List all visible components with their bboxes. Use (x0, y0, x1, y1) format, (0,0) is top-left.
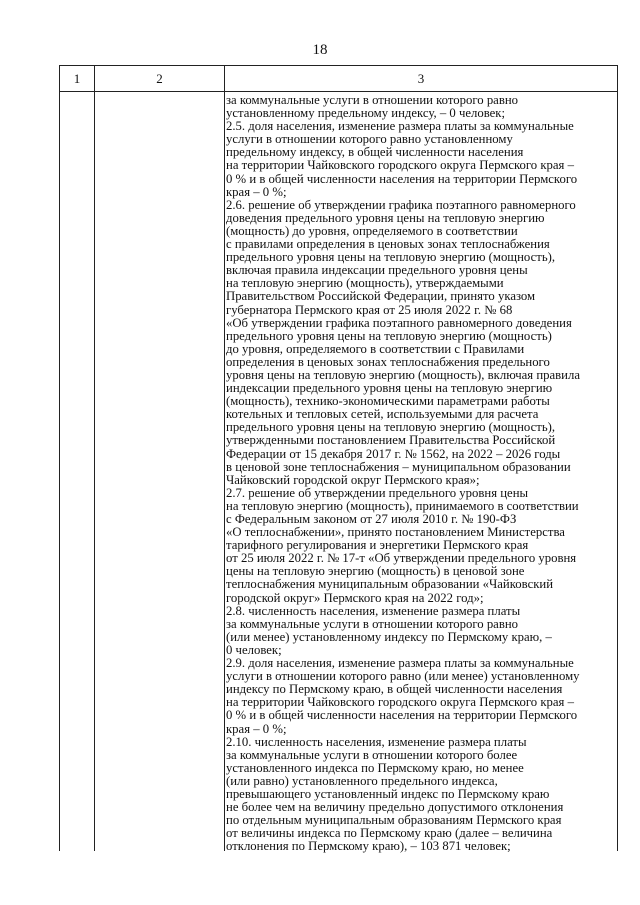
text-line: уровня цены на тепловую энергию (мощность), включая правила (226, 367, 580, 382)
text-line: (мощность), технико-экономическими параметрами работы (226, 394, 550, 409)
text-line: с правилами определения в ценовых зонах теплоснабжения (226, 237, 550, 252)
text-line: доведения предельного уровня цены на тепловую энергию (226, 210, 545, 225)
text-line: края – 0 %; (226, 184, 287, 199)
text-line: с Федеральным законом от 27 июля 2010 г. № 190-ФЗ (226, 512, 517, 526)
text-line: установленного индекса по Пермскому краю, но менее (226, 760, 524, 775)
header-divider (60, 91, 617, 92)
text-line: индексации предельного уровня цены на тепловую энергию (226, 381, 553, 396)
text-line: от 25 июля 2022 г. № 17-т «Об утверждении предельного уровня (226, 551, 577, 566)
text-line: на тепловую энергию (мощность), принимаемого в соответствии (226, 498, 579, 513)
column-3-text (226, 94, 614, 853)
text-line: включая правила индексации предельного уровня цены (226, 263, 528, 278)
text-line: отклонения по Пермскому краю), – 103 871 человек; (226, 839, 511, 854)
text-line: предельного уровня цены на тепловую энергию (мощность) (226, 328, 552, 343)
text-line: теплоснабжения муниципальным образовании «Чайковский (226, 577, 554, 592)
text-line: по отдельным муниципальным образованиям Пермского края (226, 813, 562, 828)
text-line: котельных и тепловых сетей, используемыми для расчета (226, 407, 539, 422)
text-line: установленному предельному индексу, – 0 человек; (226, 106, 506, 121)
text-line: услуги в отношении которого равно установленному (226, 132, 513, 147)
text-line: 2.6. решение об утверждении графика поэтапного равномерного (226, 197, 576, 212)
column-divider (224, 66, 225, 851)
text-line: утвержденными постановлением Правительства Российской (226, 433, 556, 448)
text-line: услуги в отношении которого равно (или менее) установленному (226, 669, 580, 684)
text-line: предельного уровня цены на тепловую энергию (мощность), (226, 250, 556, 265)
table (59, 65, 618, 854)
text-line: цены на тепловую энергию (мощность) в ценовой зоне (226, 564, 525, 579)
text-line: 0 человек; (226, 642, 282, 657)
text-line: (или равно) установленного предельного индекса, (226, 773, 498, 788)
text-line: предельного уровня цены на тепловую энергию (мощность), (226, 420, 556, 435)
text-line: в ценовой зоне теплоснабжения – муниципальном образовании (226, 459, 571, 474)
page-number: 18 (312, 42, 328, 58)
text-line: за коммунальные услуги в отношении которого равно (226, 616, 519, 631)
text-line: не более чем на величину предельно допустимого отклонения (226, 800, 564, 815)
column-header-1: 1 (73, 71, 81, 86)
text-line: Чайковский городской округ Пермского края»; (226, 472, 480, 487)
text-line: Федерации от 15 декабря 2017 г. № 1562, на 2022 – 2026 годы (226, 446, 561, 461)
text-line: предельному индексу, в общей численности населения (226, 145, 524, 160)
column-divider (94, 66, 95, 851)
text-line: индексу по Пермскому краю, в общей численности населения (226, 682, 563, 697)
text-line: 0 % и в общей численности населения на территории Пермского (226, 708, 578, 723)
column-header-3: 3 (417, 71, 425, 86)
text-line: определения в ценовых зонах теплоснабжения предельного (226, 354, 550, 369)
text-line: на территории Чайковского городского округа Пермского края – (226, 158, 574, 173)
text-line: губернатора Пермского края от 25 июля 2022 г. № 68 (226, 302, 513, 317)
text-line: превышающего установленный индекс по Пермскому краю (226, 786, 550, 801)
text-line: 2.10. численность населения, изменение размера платы (226, 734, 527, 749)
text-line: на территории Чайковского городского округа Пермского края – (226, 695, 574, 710)
text-line: от величины индекса по Пермскому краю (далее – величина (226, 826, 553, 841)
text-line: (мощность) до уровня, определяемого в соответствии (226, 223, 518, 238)
text-line: 2.7. решение об утверждении предельного уровня цены (226, 485, 529, 500)
text-line: до уровня, определяемого в соответствии с Правилами (226, 341, 525, 356)
text-line: 2.9. доля населения, изменение размера платы за коммунальные (226, 656, 574, 671)
text-line: на тепловую энергию (мощность), утверждаемыми (226, 276, 504, 291)
text-line: 2.5. доля населения, изменение размера платы за коммунальные (226, 119, 574, 134)
text-line: городской округ» Пермского края на 2022 год»; (226, 590, 484, 605)
text-line: «О теплоснабжении», принято постановлением Министерства (226, 525, 565, 540)
text-line: Правительством Российской Федерации, принято указом (226, 289, 536, 304)
text-line: (или менее) установленному индексу по Пермскому краю, – (226, 629, 552, 644)
text-line: тарифного регулирования и энергетики Пермского края (226, 538, 529, 553)
text-line: 0 % и в общей численности населения на территории Пермского (226, 171, 578, 186)
column-header-2: 2 (156, 71, 163, 86)
text-line: края – 0 %; (226, 721, 287, 736)
text-line: 2.8. численность населения, изменение размера платы (226, 603, 521, 618)
text-line: за коммунальные услуги в отношении которого более (226, 747, 518, 762)
text-line: «Об утверждении графика поэтапного равномерного доведения (226, 315, 572, 330)
text-line: за коммунальные услуги в отношении которого равно (226, 93, 519, 107)
